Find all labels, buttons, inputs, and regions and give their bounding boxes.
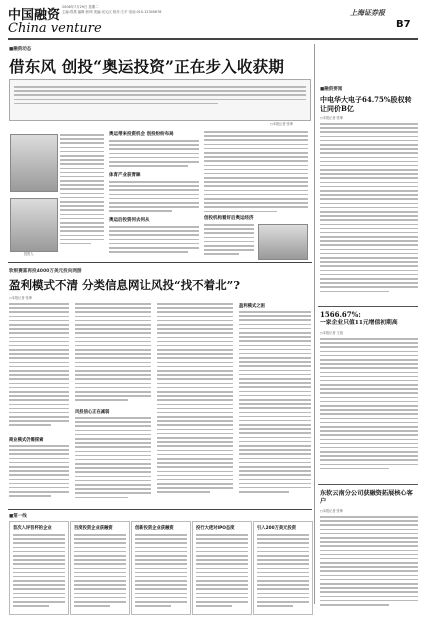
right-top-kicker: ■融资要闻 bbox=[320, 87, 343, 92]
lead-col2-text-c bbox=[109, 226, 199, 256]
lead-col2-text-a bbox=[109, 140, 199, 170]
internet-col1-text bbox=[9, 303, 69, 435]
lead-col3-text-b bbox=[204, 224, 254, 258]
lead-col2-text-b bbox=[109, 181, 199, 215]
internet-kicker: 软银赛富再投4000万美元投向网游 bbox=[9, 269, 82, 274]
brief-box-5 bbox=[253, 521, 313, 615]
lead-subhead-4: 创投机构看好后奥运经济 bbox=[204, 216, 254, 221]
brief-title-4: 投行大佬对IPO态度 bbox=[196, 526, 235, 531]
person-photo-2 bbox=[10, 198, 58, 252]
lead-headline: 借东风 创投“奥运投资”正在步入收获期 bbox=[9, 57, 285, 76]
masthead-info-2: 主编:郑燕 编辑:张坤 美编:吴元汉 校对:王平 电话:010-12345678 bbox=[62, 10, 162, 14]
lead-col3-text-a bbox=[204, 131, 308, 213]
right-bottom-text bbox=[320, 516, 418, 612]
lead-byline: ○本报记者 张坤 bbox=[270, 122, 293, 126]
internet-col4-text bbox=[239, 311, 311, 505]
brief-box-4 bbox=[192, 521, 252, 615]
brief-title-2: 百度投资企业获融资 bbox=[74, 526, 113, 531]
right-mid-headline: 一家企业只值11元增值初期高 bbox=[320, 320, 398, 326]
brief-title-3: 创新投资企业获融资 bbox=[135, 526, 174, 531]
lead-subhead-1: 奥运带来投资机会 创投纷纷布局 bbox=[109, 132, 174, 137]
column-divider bbox=[314, 44, 315, 604]
lead-intro-box bbox=[9, 79, 311, 121]
internet-subhead-3: 盈利模式之困 bbox=[239, 304, 265, 309]
internet-col2-text bbox=[75, 303, 151, 407]
internet-col2-text-b bbox=[75, 417, 151, 505]
right-bottom-byline: ○本报记者 张坤 bbox=[320, 509, 343, 513]
internet-subhead-1: 商业模式仍需探索 bbox=[9, 438, 44, 443]
masthead-info-1: 2008年7月29日 星期二 bbox=[62, 5, 99, 9]
brief-section-label: ■第一线 bbox=[9, 514, 27, 519]
internet-subhead-2: 风投信心正在减弱 bbox=[75, 410, 110, 415]
page-number: B7 bbox=[396, 19, 411, 30]
right-top-headline: 中电华大电子64.75%股权转让同价B亿 bbox=[320, 95, 412, 113]
lead-subhead-2: 体育产业获青睐 bbox=[109, 173, 141, 178]
brand-en: China venture bbox=[8, 21, 102, 36]
right-rule-1 bbox=[318, 306, 418, 307]
section-rule-2 bbox=[8, 509, 312, 510]
person-photo-1 bbox=[10, 134, 58, 192]
right-mid-byline: ○本报记者 王旭 bbox=[320, 331, 343, 335]
brief-box-3 bbox=[131, 521, 191, 615]
brief-title-5: 引入200万美元投资 bbox=[257, 526, 297, 531]
brand-cn: 中国融资 bbox=[8, 8, 61, 23]
right-top-byline: ○本报记者 张坤 bbox=[320, 116, 343, 120]
right-mid-text bbox=[320, 338, 418, 478]
lead-photo-caption: 投资人 bbox=[24, 252, 34, 256]
right-mid-kicker: 1566.67%: bbox=[320, 310, 361, 319]
internet-col1-text-b bbox=[9, 445, 69, 505]
paper-name: 上海证券报 bbox=[350, 8, 385, 17]
lead-kicker: ■融资动态 bbox=[9, 47, 32, 52]
section-rule-1 bbox=[8, 262, 312, 263]
internet-headline: 盈利模式不清 分类信息网让风投“找不着北”? bbox=[9, 278, 240, 292]
lead-col1-text bbox=[60, 134, 104, 254]
internet-byline: ○本报记者 张坤 bbox=[9, 296, 32, 300]
lead-subhead-3: 奥运后投资何去何从 bbox=[109, 218, 150, 223]
right-bottom-headline: 东软云南分公司获融资拓展核心客户 bbox=[320, 490, 413, 505]
right-top-text bbox=[320, 123, 418, 303]
right-rule-2 bbox=[318, 484, 418, 485]
brief-box-1 bbox=[9, 521, 69, 615]
masthead-rule bbox=[8, 38, 418, 40]
internet-col3-text bbox=[157, 303, 233, 505]
brief-title-1: 首次入评吾杯的企业 bbox=[13, 526, 52, 531]
person-photo-3 bbox=[258, 224, 308, 260]
brief-box-2 bbox=[70, 521, 130, 615]
